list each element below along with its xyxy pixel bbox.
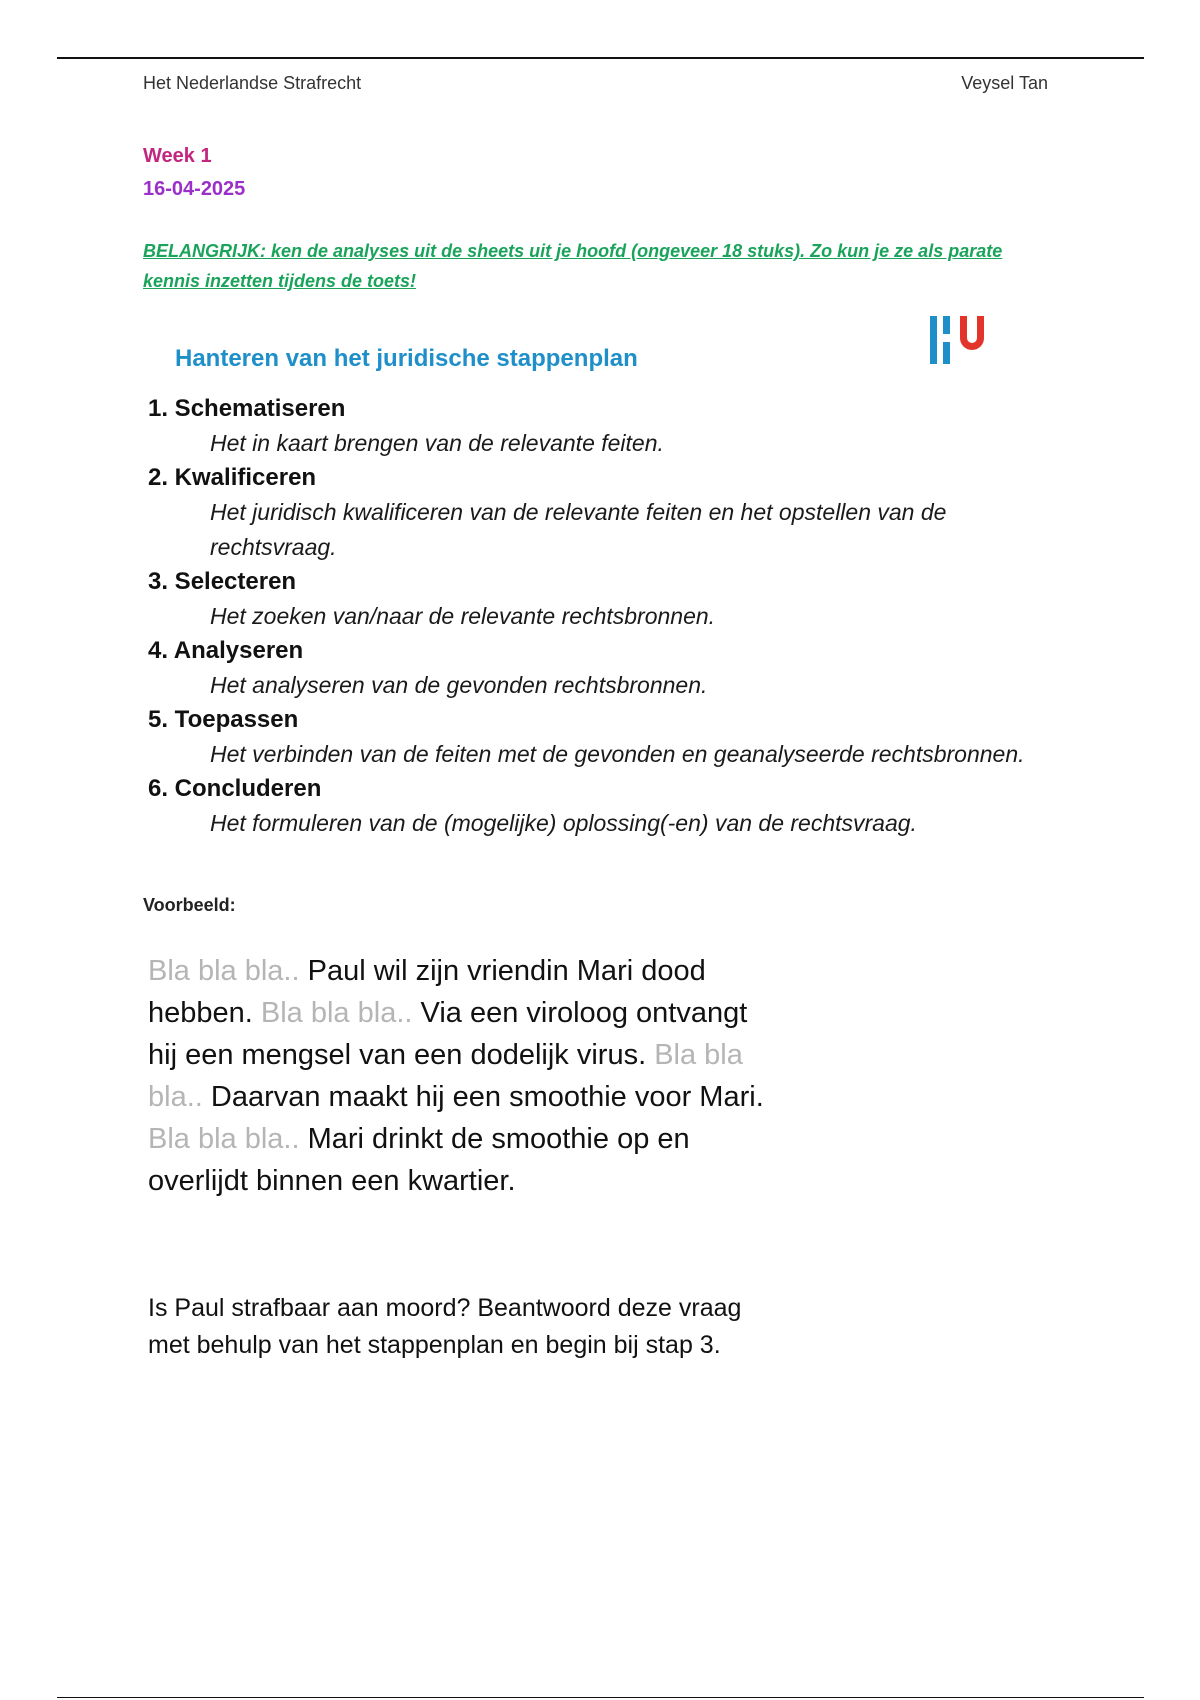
step-item xyxy=(148,634,1048,703)
step-description: Het verbinden van de feiten met de gevonden en geanalyseerde rechtsbronnen. xyxy=(210,741,1025,767)
header-author: Veysel Tan xyxy=(961,73,1048,93)
filler-text: Bla bla bla.. xyxy=(260,997,413,1029)
date-label: 16-04-2025 xyxy=(143,178,246,200)
slide-title: Hanteren van het juridische stappenplan xyxy=(175,345,638,372)
steps-list xyxy=(148,392,1048,841)
step-title: 4. Analyseren xyxy=(148,637,304,664)
top-rule xyxy=(57,57,1144,59)
case-sentence: Via een viroloog ontvangt hij een mengsel van een dodelijk virus. xyxy=(148,997,748,1071)
step-title: 1. Schematiseren xyxy=(148,395,346,422)
filler-text: Bla bla bla.. xyxy=(148,955,300,987)
step-description: Het zoeken van/naar de relevante rechtsbronnen. xyxy=(210,603,716,629)
filler-text: Bla bla bla.. xyxy=(148,1123,300,1155)
step-title: 5. Toepassen xyxy=(148,706,299,733)
example-case-text xyxy=(148,950,768,1202)
logo-bar-left xyxy=(930,316,937,364)
hu-logo-icon xyxy=(928,312,998,368)
step-title: 6. Concluderen xyxy=(148,775,322,802)
important-note: BELANGRIJK: ken de analyses uit de sheets uit je hoofd (ongeveer 18 stuks). Zo kun je ze als parate kennis inzetten tijdens de toets! xyxy=(143,241,1003,291)
header-course-title: Het Nederlandse Strafrecht xyxy=(143,73,362,93)
case-sentence: Daarvan maakt hij een smoothie voor Mari. xyxy=(210,1081,764,1113)
week-label: Week 1 xyxy=(143,145,212,167)
step-item xyxy=(148,772,1048,841)
step-description: Het formuleren van de (mogelijke) oplossing(-en) van de rechtsvraag. xyxy=(210,810,917,836)
bottom-rule xyxy=(57,1697,1144,1698)
example-question: Is Paul strafbaar aan moord? Beantwoord deze vraag met behulp van het stappenplan en begin bij stap 3. xyxy=(148,1294,742,1359)
stappenplan-slide xyxy=(140,300,1040,1420)
step-item xyxy=(148,703,1048,772)
step-description: Het in kaart brengen van de relevante feiten. xyxy=(210,430,664,456)
logo-u-shape xyxy=(960,316,984,350)
logo-bar-mid-top xyxy=(943,316,950,334)
step-item xyxy=(148,461,1048,565)
step-description: Het analyseren van de gevonden rechtsbronnen. xyxy=(210,672,708,698)
step-title: 3. Selecteren xyxy=(148,568,297,595)
filler-text: Bla bla bla.. xyxy=(148,1039,743,1113)
logo-bar-mid-bottom xyxy=(943,342,950,364)
example-heading: Voorbeeld: xyxy=(143,895,236,915)
case-sentence: Paul wil zijn vriendin Mari dood hebben. xyxy=(148,955,706,1029)
case-sentence: Mari drinkt de smoothie op en overlijdt binnen een kwartier. xyxy=(148,1123,690,1197)
step-description: Het juridisch kwalificeren van de relevante feiten en het opstellen van de rechtsvraag. xyxy=(210,499,947,560)
step-item xyxy=(148,565,1048,634)
step-item xyxy=(148,392,1048,461)
step-title: 2. Kwalificeren xyxy=(148,464,317,491)
